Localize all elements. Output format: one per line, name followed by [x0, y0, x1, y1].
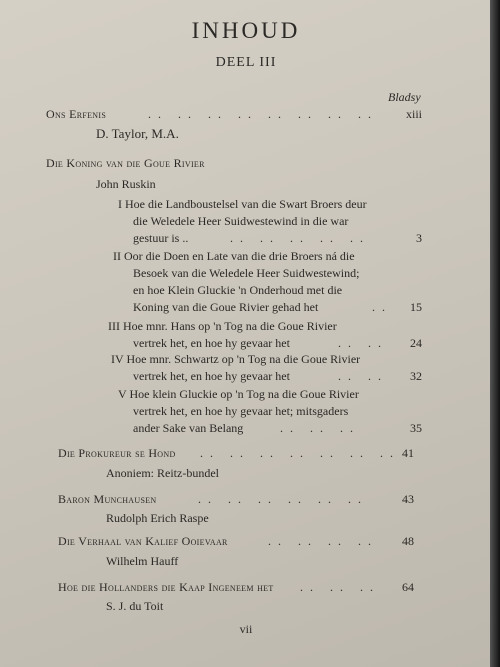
chapter-line: gestuur is ..	[133, 231, 189, 245]
chapter-line: vertrek het, en hoe hy gevaar het	[133, 336, 290, 350]
toc-page-number: 43	[402, 492, 414, 506]
chapter-line: vertrek het, en hoe hy gevaar het	[133, 369, 290, 383]
toc-page-number: xiii	[405, 107, 422, 121]
page-folio: vii	[239, 622, 253, 636]
toc-author: Wilhelm Hauff	[106, 554, 179, 568]
chapter-line: IV Hoe mnr. Schwartz op 'n Tog na die Goue Rivier	[111, 352, 361, 366]
toc-leaders: .. .. ..	[280, 421, 360, 435]
page-title: INHOUD	[191, 18, 301, 43]
toc-page-number: 41	[402, 446, 414, 460]
toc-page-number: 35	[410, 421, 422, 435]
toc-page-number: 3	[416, 231, 422, 245]
chapter-line: ander Sake van Belang	[133, 421, 244, 435]
chapter-line: en hoe Klein Gluckie 'n Onderhoud met die	[133, 283, 343, 297]
toc-entry-title: Ons Erfenis	[46, 107, 107, 121]
toc-page-number: 48	[402, 534, 414, 548]
chapter-line: die Weledele Heer Suidwestewind in die war	[133, 214, 349, 228]
toc-leaders: .. .. .. ..	[268, 534, 378, 548]
toc-leaders: .. .. .. .. .. ..	[198, 492, 368, 506]
toc-entry-title: Baron Munchausen	[58, 492, 157, 506]
toc-leaders: .. .. .. .. ..	[230, 231, 370, 245]
toc-page-number: 32	[410, 369, 422, 383]
toc-leaders: .. ..	[338, 336, 388, 350]
toc-author: Rudolph Erich Raspe	[106, 511, 209, 525]
toc-author: Anoniem: Reitz-bundel	[106, 466, 219, 480]
toc-page-number: 15	[410, 300, 422, 314]
toc-author: D. Taylor, M.A.	[96, 126, 179, 141]
toc-page-number: 64	[402, 580, 414, 594]
page-column-label: Bladsy	[388, 90, 421, 104]
toc-leaders: ..	[372, 300, 392, 314]
page-edge-shadow	[490, 0, 500, 667]
toc-leaders: .. .. .. .. .. .. .. ..	[148, 107, 378, 121]
toc-author: S. J. du Toit	[106, 599, 164, 613]
chapter-line: vertrek het, en hoe hy gevaar het; mitsgaders	[133, 404, 349, 418]
chapter-line: V Hoe klein Gluckie op 'n Tog na die Goue Rivier	[118, 387, 359, 401]
toc-entry-title: Hoe die Hollanders die Kaap Ingeneem het	[58, 580, 274, 594]
toc-leaders: .. .. .. .. .. .. ..	[200, 446, 400, 460]
chapter-line: III Hoe mnr. Hans op 'n Tog na die Goue Rivier	[108, 319, 337, 333]
toc-leaders: .. ..	[338, 369, 388, 383]
chapter-line: I Hoe die Landboustelsel van die Swart Broers deur	[118, 197, 367, 211]
toc-author: John Ruskin	[96, 177, 156, 191]
chapter-line: II Oor die Doen en Late van die drie Broers ná die	[113, 249, 355, 263]
chapter-line: Koning van die Goue Rivier gehad het	[133, 300, 319, 314]
chapter-line: Besoek van die Weledele Heer Suidwestewind;	[133, 266, 360, 280]
toc-entry-title: Die Verhaal van Kalief Ooievaar	[58, 534, 228, 548]
toc-entry-title: Die Koning van die Goue Rivier	[46, 156, 205, 170]
toc-entry-title: Die Prokureur se Hond	[58, 446, 176, 460]
toc-page-number: 24	[410, 336, 422, 350]
page-subtitle: DEEL III	[215, 55, 277, 70]
toc-leaders: .. .. ..	[300, 580, 380, 594]
